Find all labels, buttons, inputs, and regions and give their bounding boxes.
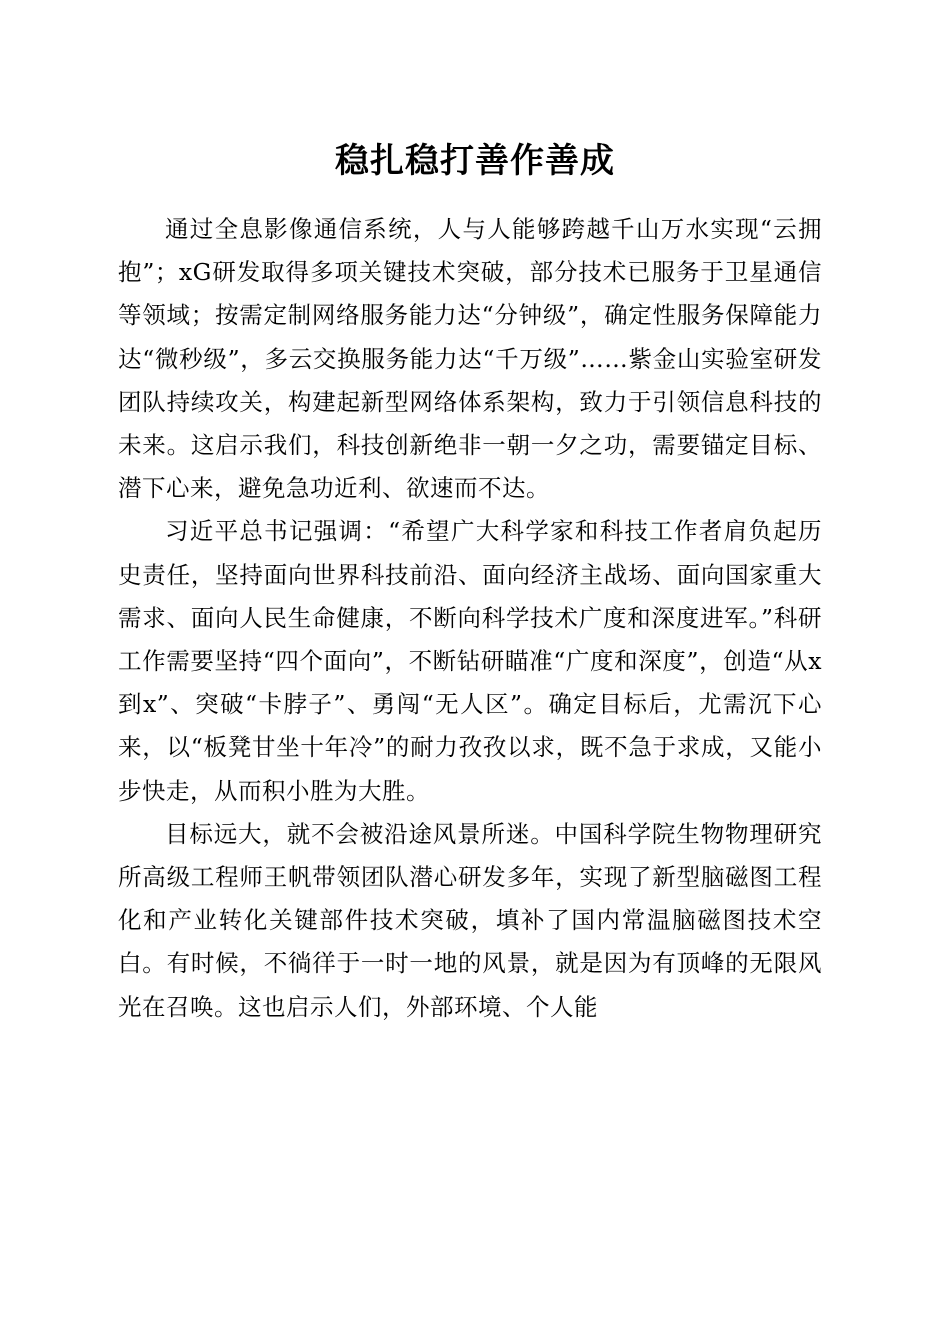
paragraph-2: 习近平总书记强调：“希望广大科学家和科技工作者肩负起历史责任，坚持面向世界科技前沿、面向经济主战场、面向国家重大需求、面向人民生命健康，不断向科学技术广度和深度进军。”科研工作需要坚持“四个面向”，不断钻研瞄准“广度和深度”，创造“从x到x”、突破“卡脖子”、勇闯“无人区”。确定目标后，尤需沉下心来，以“板凳甘坐十年冷”的耐力孜孜以求，既不急于求成，又能小步快走，从而积小胜为大胜。 [118,517,822,805]
paragraph-1: 通过全息影像通信系统，人与人能够跨越千山万水实现“云拥抱”；xG研发取得多项关键技术突破，部分技术已服务于卫星通信等领域；按需定制网络服务能力达“分钟级”，确定性服务保障能力达“微秒级”，多云交换服务能力达“千万级”……紫金山实验室研发团队持续攻关，构建起新型网络体系架构，致力于引领信息科技的未来。这启示我们，科技创新绝非一朝一夕之功，需要锚定目标、潜下心来，避免急功近利、欲速而不达。 [118,215,822,503]
paragraph-3: 目标远大，就不会被沿途风景所迷。中国科学院生物物理研究所高级工程师王帆带领团队潜心研发多年，实现了新型脑磁图工程化和产业转化关键部件技术突破，填补了国内常温脑磁图技术空白。有时候，不徜徉于一时一地的风景，就是因为有顶峰的无限风光在召唤。这也启示人们，外部环境、个人能 [118,819,822,1021]
document-title: 稳扎稳打善作善成 [335,141,615,181]
document-body [118,208,822,1029]
